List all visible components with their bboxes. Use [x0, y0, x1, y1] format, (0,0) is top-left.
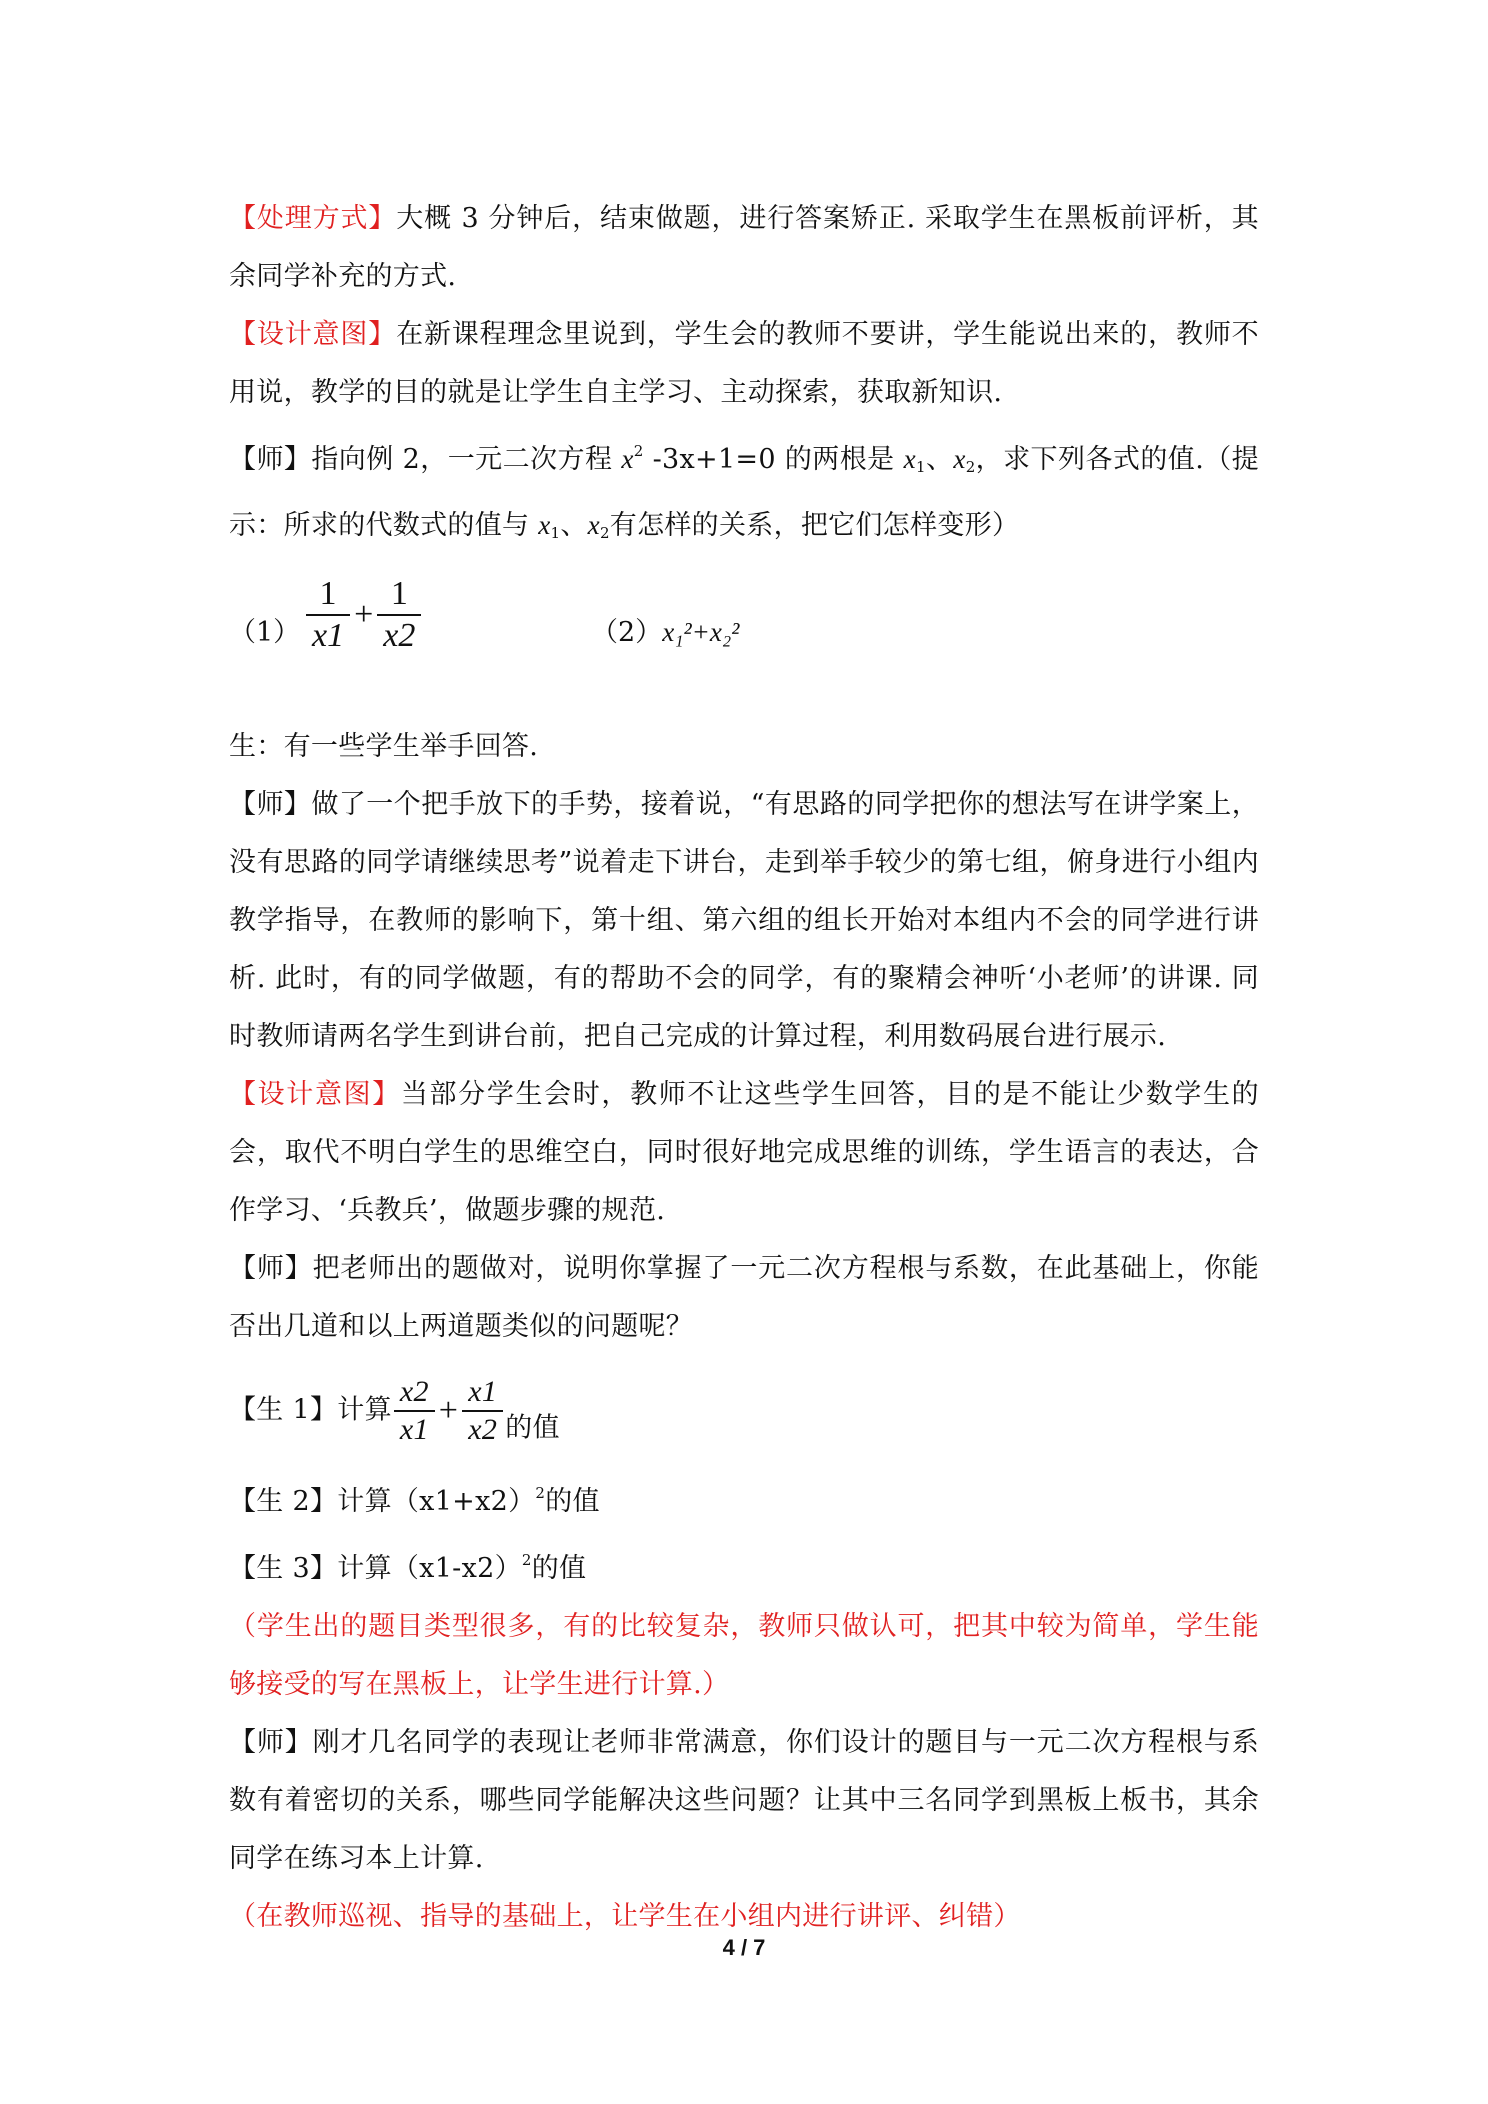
paragraph-processing-method	[229, 190, 1259, 306]
tag-teacher-3: 【师】	[229, 1253, 313, 1284]
text-compute: 计算	[337, 1394, 392, 1426]
text-teacher-gesture: 做了一个把手放下的手势，接着说，“有思路的同学把你的想法写在讲学案上，没有思路的同学请继续思考”说着走下讲台，走到举手较少的第七组，俯身进行小组内教学指导，在教师的影响下，第十组、第六组的组长开始对本组内不会的同学进行讲析. 此时，有的同学做题，有的帮助不会的同学，有的聚精会神听‘小老师’的讲课. 同时教师请两名学生到讲台前，把自己完成的计算过程，利用数码展台进行展示.	[229, 789, 1259, 1052]
var-x2-sub-b: 2	[599, 524, 610, 542]
question-2-formula: x₁²+x₂²	[662, 617, 740, 647]
tag-design-intent-2: 【设计意图】	[229, 1079, 401, 1110]
paragraph-teacher-praise	[229, 1714, 1259, 1888]
tag-student-2: 【生 2】	[229, 1485, 338, 1517]
tag-student-3: 【生 3】	[229, 1552, 338, 1584]
paragraph-teacher-challenge	[229, 1240, 1259, 1356]
paragraph-student-answer	[229, 718, 1259, 776]
question-2-label: （2）	[591, 617, 663, 648]
fraction-numerator: x2	[394, 1374, 435, 1412]
fraction-denominator: x2	[383, 617, 416, 654]
text-student-3: 计算（x1-x2）	[337, 1552, 522, 1584]
fraction-1-over-x1	[306, 574, 350, 656]
text-design-intent-1: 在新课程理念里说到，学生会的教师不要讲，学生能说出来的，教师不用说，教学的目的就是让学生自主学习、主动探索，获取新知识.	[229, 319, 1259, 408]
page-number: 4 / 7	[722, 1935, 766, 1960]
plus-sign: +	[438, 1392, 459, 1429]
fraction-denominator: x1	[312, 617, 345, 654]
tag-teacher-1: 【师】	[229, 444, 312, 475]
paragraph-note-1	[229, 1598, 1259, 1714]
fraction-denominator: x1	[399, 1413, 429, 1446]
var-x1-b: x	[538, 510, 551, 540]
text-student-2: 计算（x1+x2）	[337, 1485, 536, 1517]
fraction-numerator: 1	[377, 574, 421, 616]
fraction-1-over-x2	[377, 574, 421, 656]
fraction-numerator: 1	[306, 574, 350, 616]
text-teacher-praise: 刚才几名同学的表现让老师非常满意，你们设计的题目与一元二次方程根与系数有着密切的关系，哪些同学能解决这些问题？让其中三名同学到黑板上板书，其余同学在练习本上计算.	[229, 1726, 1259, 1874]
text-value: 的值	[545, 1485, 600, 1517]
fraction-denominator: x2	[468, 1413, 498, 1446]
exponent: 2	[535, 1483, 546, 1502]
sep: 、	[925, 444, 954, 475]
paragraph-student-2	[229, 1464, 1259, 1531]
paragraph-student-1	[229, 1374, 1259, 1464]
text-value: 的值	[505, 1412, 560, 1444]
paragraph-teacher-example2	[229, 422, 1259, 562]
var-x2-b: x	[587, 510, 600, 540]
paragraph-student-3	[229, 1531, 1259, 1598]
equation-rest: -3x+1=0	[643, 444, 776, 475]
paragraph-design-intent-1	[229, 306, 1259, 422]
paragraph-design-intent-2	[229, 1066, 1259, 1240]
fraction-x2-over-x1	[394, 1374, 435, 1448]
paragraph-teacher-gesture	[229, 776, 1259, 1066]
plus-sign: +	[354, 596, 374, 633]
tag-design-intent-1: 【设计意图】	[229, 319, 397, 350]
question-2	[591, 610, 739, 649]
tag-processing-method: 【处理方式】	[229, 203, 397, 234]
text-roots: 的两根是	[775, 444, 904, 475]
text-teacher-challenge: 把老师出的题做对，说明你掌握了一元二次方程根与系数，在此基础上，你能否出几道和以上两道题类似的问题呢？	[229, 1253, 1259, 1342]
text-value: 的值	[531, 1552, 587, 1584]
text-student-answer: 生：有一些学生举手回答.	[229, 731, 539, 762]
exponent: 2	[521, 1550, 532, 1569]
var-x1-sub-b: 1	[550, 524, 561, 542]
var-x2-sub: 2	[965, 458, 976, 476]
var-x1: x	[903, 444, 916, 474]
fraction-numerator: x1	[462, 1374, 503, 1412]
text-example2-intro: 指向例 2，一元二次方程	[311, 444, 622, 475]
text-hint-end: 有怎样的关系，把它们怎样变形）	[609, 510, 1020, 541]
question-1-label: （1）	[229, 617, 301, 648]
equation-x: x	[621, 444, 634, 474]
page-content	[229, 190, 1259, 1946]
text-note-1: （学生出的题目类型很多，有的比较复杂，教师只做认可，把其中较为简单，学生能够接受的写在黑板上，让学生进行计算.）	[229, 1610, 1259, 1700]
equation-exponent: 2	[633, 442, 644, 460]
text-note-2: （在教师巡视、指导的基础上，让学生在小组内进行讲评、纠错）	[229, 1900, 1021, 1932]
tag-teacher-2: 【师】	[229, 789, 312, 820]
tag-teacher-4: 【师】	[229, 1726, 313, 1758]
formula-row	[229, 570, 1259, 690]
tag-student-1: 【生 1】	[229, 1394, 338, 1426]
fraction-x1-over-x2	[462, 1374, 503, 1448]
question-1-formula	[304, 574, 423, 656]
text-processing-method: 大概 3 分钟后，结束做题，进行答案矫正. 采取学生在黑板前评析，其余同学补充的方式.	[229, 203, 1259, 292]
var-x1-sub: 1	[915, 458, 926, 476]
text-hint: ，求下列各式的值.（提示：所求的代数式的值与	[229, 444, 1259, 541]
text-design-intent-2: 当部分学生会时，教师不让这些学生回答，目的是不能让少数学生的会，取代不明白学生的思维空白，同时很好地完成思维的训练，学生语言的表达，合作学习、‘兵教兵’，做题步骤的规范.	[229, 1079, 1259, 1226]
sep-b: 、	[560, 510, 588, 541]
var-x2: x	[953, 444, 966, 474]
